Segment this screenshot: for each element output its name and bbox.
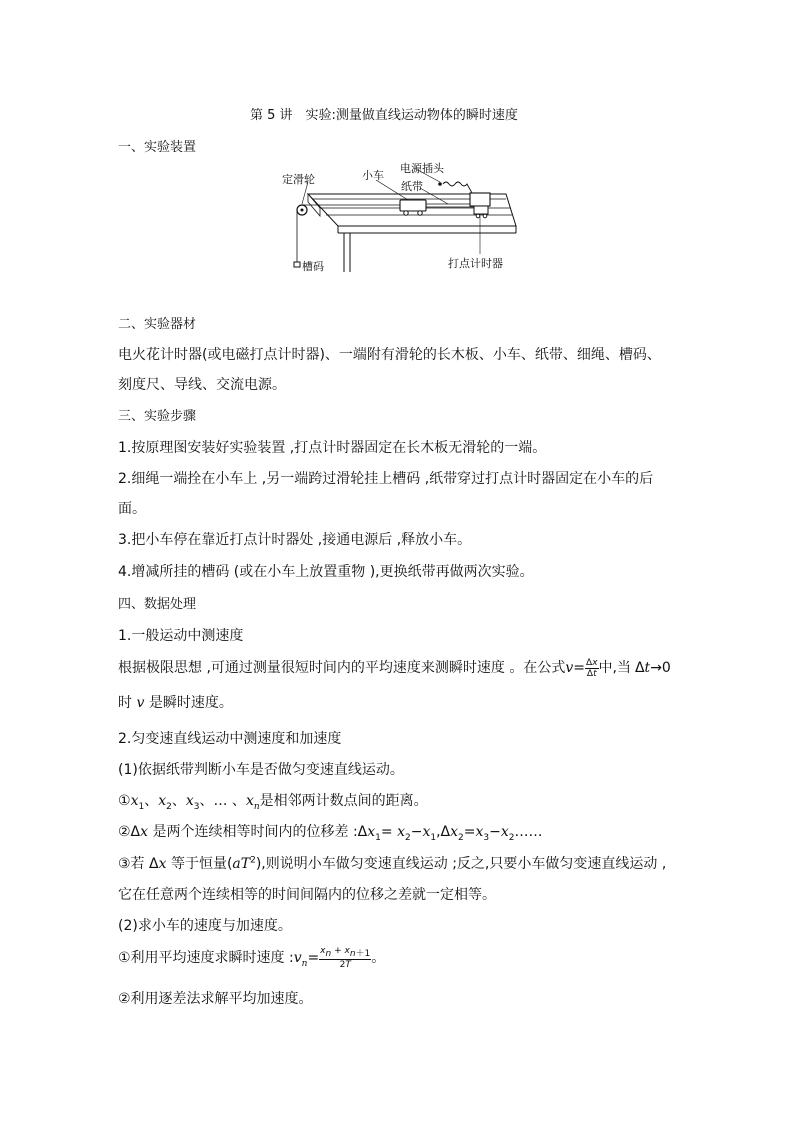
label-cart: 小车 bbox=[362, 169, 384, 182]
var-v: v bbox=[565, 660, 574, 676]
paragraph-limit-idea-mid: 中,当 bbox=[598, 660, 631, 676]
item-2-d1: ①利用平均速度求瞬时速度 $:v_n=$ $\frac{x_n + x_{n+1}}{2T}$ 。 bbox=[118, 946, 386, 970]
item-2-velocity-acceleration: (2)求小车的速度与加速度。 bbox=[118, 918, 292, 934]
step-1: 1.按原理图安装好实验装置 ,打点计时器固定在长木板无滑轮的一端。 bbox=[118, 440, 547, 456]
subheading-uniform-acceleration: 2.匀变速直线运动中测速度和加速度 bbox=[118, 731, 342, 747]
label-pulley: 定滑轮 bbox=[282, 173, 315, 186]
d1-a: ①利用平均速度求瞬时速度 : bbox=[118, 950, 294, 966]
formula-vn: $\frac{x_n + x_{n+1}}{2T}$ bbox=[320, 946, 371, 970]
item-1-c3: ③若 Δx 等于恒量$(aT^2)$,则说明小车做匀变速直线运动 ;反之,只要小车做匀变速直线运动 , bbox=[118, 855, 667, 872]
step-2-continued: 面。 bbox=[118, 501, 146, 517]
step-4: 4.增减所挂的槽码 (或在小车上放置重物 ),更换纸带再做两次实验。 bbox=[118, 564, 534, 580]
item-1-c3-line-2: 它在任意两个连续相等的时间间隔内的位移之差就一定相等。 bbox=[118, 887, 496, 903]
item-2-d2: ②利用逐差法求解平均加速度。 bbox=[118, 991, 313, 1007]
section-heading-steps: 三、实验步骤 bbox=[118, 409, 197, 424]
apparatus-figure bbox=[280, 160, 520, 272]
paragraph-instant-velocity: 时 v 是瞬时速度。 bbox=[118, 695, 233, 711]
paragraph-limit-idea-text: 根据极限思想 ,可通过测量很短时间内的平均速度来测瞬时速度 。在公式 bbox=[118, 660, 566, 676]
item-1-c1: $①x_1$、$x_2$、$x_3$、… 、$x_n$是相邻两计数点间的距离。 bbox=[118, 793, 428, 812]
page-title: 第 5 讲 实验:测量做直线运动物体的瞬时速度 bbox=[250, 108, 518, 123]
text-is-instant-velocity: 是瞬时速度。 bbox=[148, 695, 233, 711]
materials-line-2: 刻度尺、导线、交流电源。 bbox=[118, 377, 286, 393]
c3-b: 等于恒量( bbox=[170, 856, 233, 872]
section-heading-apparatus: 一、实验装置 bbox=[118, 140, 197, 155]
c1-tail: 是相邻两计数点间的距离。 bbox=[259, 793, 428, 809]
section-heading-data-processing: 四、数据处理 bbox=[118, 597, 197, 612]
step-2: 2.细绳一端拴在小车上 ,另一端跨过滑轮挂上槽码 ,纸带穿过打点计时器固定在小车的后 bbox=[118, 471, 654, 487]
c2-mid: 是两个连续相等时间内的位移差 : bbox=[152, 824, 358, 840]
label-power-plug: 电源插头 bbox=[400, 162, 444, 175]
label-paper-tape: 纸带 bbox=[401, 180, 423, 193]
step-3: 3.把小车停在靠近打点计时器处 ,接通电源后 ,释放小车。 bbox=[118, 532, 472, 548]
paragraph-limit-idea: 根据极限思想 ,可通过测量很短时间内的平均速度来测瞬时速度 。在公式v= $\frac{\Delta x}{\Delta t}$ 中,当 Δt→0 bbox=[118, 657, 671, 679]
subheading-general-motion: 1.一般运动中测速度 bbox=[118, 628, 244, 644]
label-timer: 打点计时器 bbox=[448, 257, 503, 270]
label-weight: 槽码 bbox=[302, 260, 324, 273]
text-when: 时 bbox=[118, 695, 132, 711]
item-1-judge-tape: (1)依据纸带判断小车是否做匀变速直线运动。 bbox=[118, 762, 404, 778]
c3-c: ),则说明小车做匀变速直线运动 ;反之,只要小车做匀变速直线运动 , bbox=[255, 856, 667, 872]
materials-line-1: 电火花计时器(或电磁打点计时器)、一端附有滑轮的长木板、小车、纸带、细绳、槽码、 bbox=[118, 347, 661, 363]
formula-dx-over-dt: $\frac{\Delta x}{\Delta t}$ bbox=[586, 657, 598, 679]
item-1-c2: ②Δx 是两个连续相等时间内的位移差 $:\Delta x_1=$ $x_2-x_1,\Delta x_2=x_3-x_2\dots\dots$ bbox=[118, 824, 543, 843]
section-heading-materials: 二、实验器材 bbox=[118, 317, 197, 332]
c3-a: ③若 bbox=[118, 856, 145, 872]
